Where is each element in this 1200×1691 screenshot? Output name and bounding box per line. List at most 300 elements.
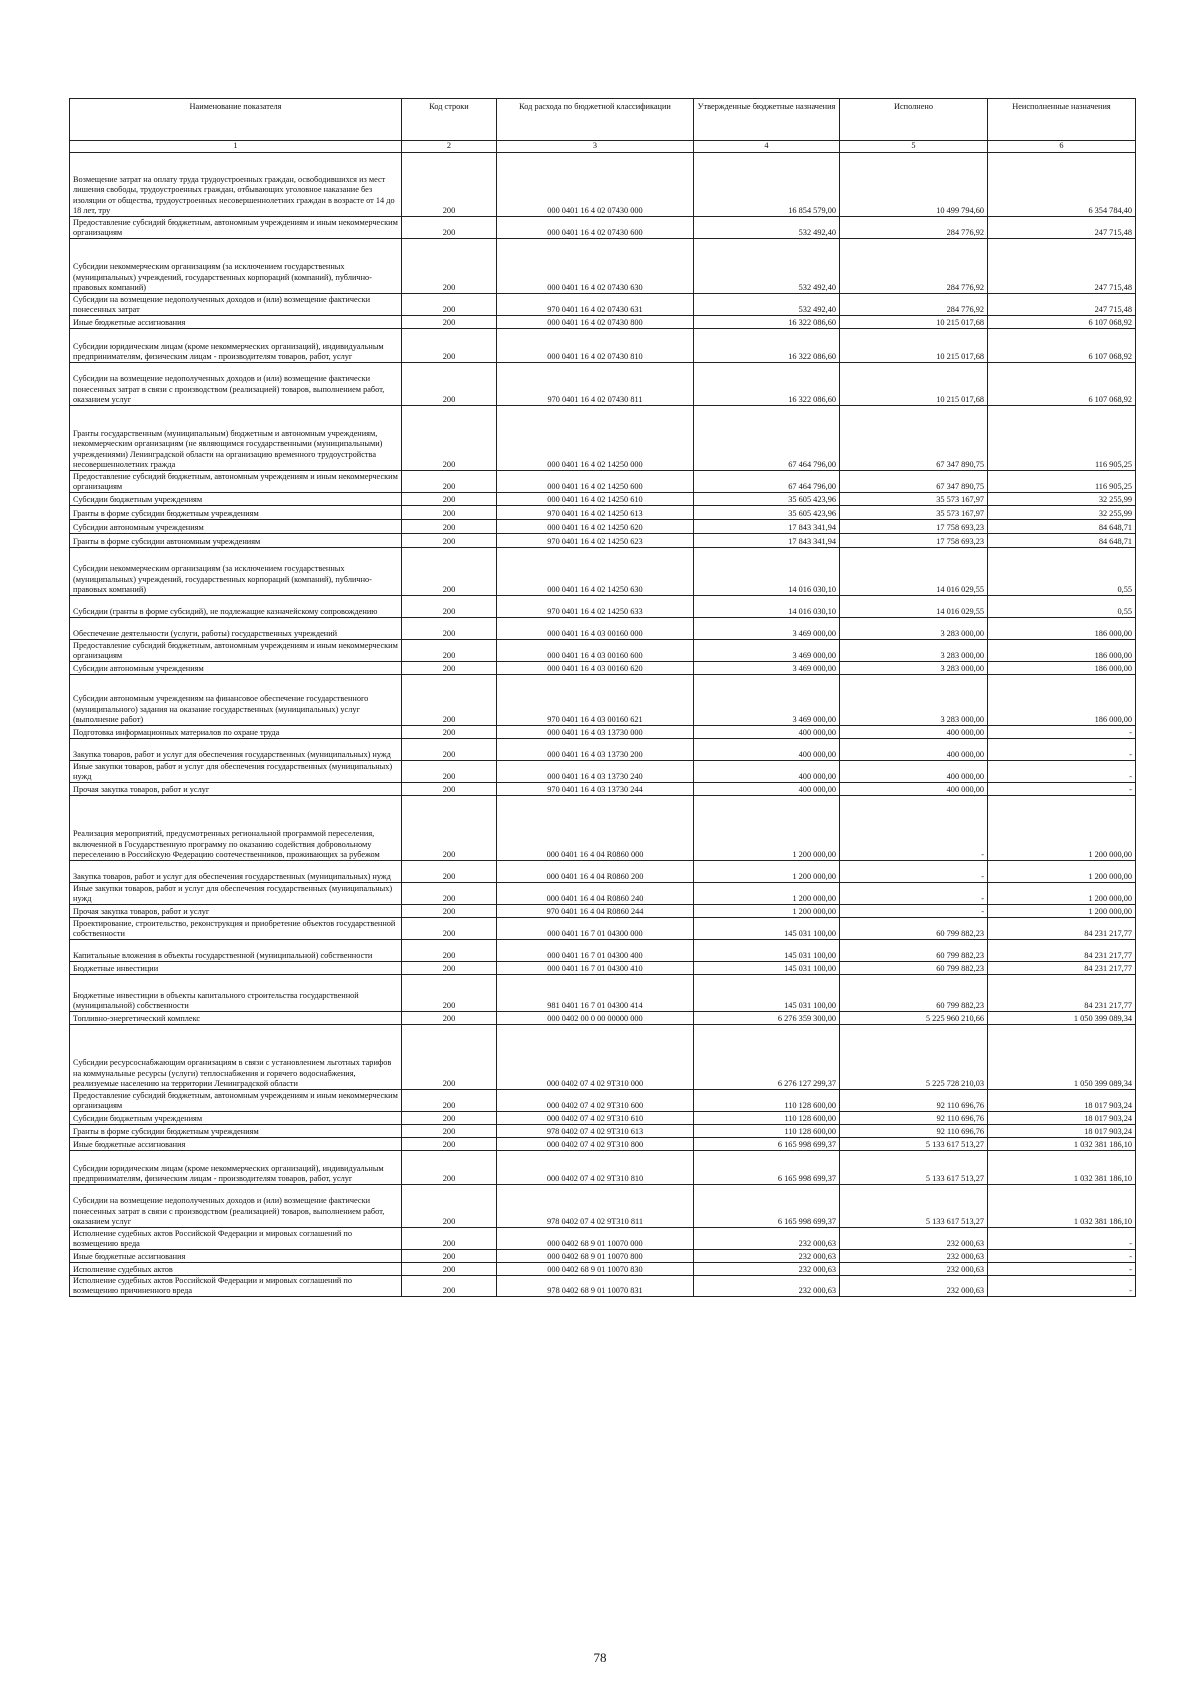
row-executed: 17 758 693,23	[840, 520, 988, 534]
row-unexecuted: 1 200 000,00	[988, 883, 1136, 905]
column-number: 5	[840, 141, 988, 153]
row-line-code: 200	[402, 1012, 497, 1025]
row-approved: 400 000,00	[694, 783, 840, 796]
row-approved: 6 276 359 300,00	[694, 1012, 840, 1025]
table-row	[70, 534, 1136, 548]
row-approved: 3 469 000,00	[694, 675, 840, 726]
row-name: Субсидии бюджетным учреждениям	[70, 493, 402, 506]
row-approved: 3 469 000,00	[694, 662, 840, 675]
row-line-code: 200	[402, 548, 497, 596]
table-row	[70, 294, 1136, 316]
row-unexecuted: 6 107 068,92	[988, 316, 1136, 329]
row-classification-code: 970 0401 16 4 02 14250 613	[497, 506, 694, 520]
page-number: 78	[593, 1650, 607, 1665]
row-executed: 10 499 794,60	[840, 153, 988, 217]
row-executed: 284 776,92	[840, 239, 988, 294]
row-approved: 145 031 100,00	[694, 975, 840, 1012]
row-name: Предоставление субсидий бюджетным, автономным учреждениям и иным некоммерческим организациям	[70, 217, 402, 239]
row-name: Субсидии ресурсоснабжающим организациям в связи с установлением льготных тарифов на коммунальные ресурсы (услуги) теплоснабжения и горячего водоснабжения, реализуемые населению на территории Ленинградской области	[70, 1025, 402, 1090]
row-unexecuted: 116 905,25	[988, 471, 1136, 493]
row-line-code: 200	[402, 940, 497, 962]
row-approved: 110 128 600,00	[694, 1125, 840, 1138]
row-approved: 232 000,63	[694, 1228, 840, 1250]
row-unexecuted: 186 000,00	[988, 640, 1136, 662]
row-line-code: 200	[402, 596, 497, 618]
row-executed: 5 225 728 210,03	[840, 1025, 988, 1090]
row-unexecuted: -	[988, 1250, 1136, 1263]
row-classification-code: 000 0401 16 4 02 14250 620	[497, 520, 694, 534]
row-name: Иные бюджетные ассигнования	[70, 1138, 402, 1151]
row-classification-code: 000 0402 07 4 02 9Т310 800	[497, 1138, 694, 1151]
row-executed: 92 110 696,76	[840, 1090, 988, 1112]
row-unexecuted: -	[988, 726, 1136, 739]
row-line-code: 200	[402, 1276, 497, 1297]
row-approved: 17 843 341,94	[694, 534, 840, 548]
row-name: Субсидии бюджетным учреждениям	[70, 1112, 402, 1125]
row-name: Предоставление субсидий бюджетным, автономным учреждениям и иным некоммерческим организациям	[70, 1090, 402, 1112]
row-unexecuted: 84 648,71	[988, 534, 1136, 548]
row-unexecuted: 247 715,48	[988, 217, 1136, 239]
row-line-code: 200	[402, 534, 497, 548]
row-approved: 16 854 579,00	[694, 153, 840, 217]
row-classification-code: 000 0401 16 4 02 07430 600	[497, 217, 694, 239]
row-unexecuted: 6 354 784,40	[988, 153, 1136, 217]
table-row	[70, 905, 1136, 918]
row-unexecuted: 6 107 068,92	[988, 329, 1136, 363]
row-classification-code: 000 0401 16 4 03 00160 000	[497, 618, 694, 640]
table-row	[70, 761, 1136, 783]
row-classification-code: 000 0402 68 9 01 10070 800	[497, 1250, 694, 1263]
row-classification-code: 000 0402 07 4 02 9Т310 600	[497, 1090, 694, 1112]
row-executed: 10 215 017,68	[840, 363, 988, 406]
table-row	[70, 675, 1136, 726]
row-line-code: 200	[402, 761, 497, 783]
row-name: Исполнение судебных актов	[70, 1263, 402, 1276]
header-executed: Исполнено	[840, 99, 988, 141]
row-executed: 3 283 000,00	[840, 618, 988, 640]
row-executed: 35 573 167,97	[840, 506, 988, 520]
table-row	[70, 1250, 1136, 1263]
row-line-code: 200	[402, 861, 497, 883]
row-executed: 92 110 696,76	[840, 1125, 988, 1138]
row-executed: 5 133 617 513,27	[840, 1138, 988, 1151]
row-name: Субсидии автономным учреждениям на финансовое обеспечение государственного (муниципального) задания на оказание государственных (муниципальных) услуг (выполнение работ)	[70, 675, 402, 726]
column-number: 4	[694, 141, 840, 153]
row-unexecuted: 0,55	[988, 596, 1136, 618]
budget-execution-table	[69, 98, 1136, 1297]
table-row	[70, 316, 1136, 329]
row-unexecuted: 1 200 000,00	[988, 905, 1136, 918]
table-row	[70, 1263, 1136, 1276]
row-executed: 60 799 882,23	[840, 975, 988, 1012]
row-approved: 16 322 086,60	[694, 329, 840, 363]
row-unexecuted: 1 200 000,00	[988, 796, 1136, 861]
table-row	[70, 962, 1136, 975]
row-line-code: 200	[402, 1263, 497, 1276]
row-name: Предоставление субсидий бюджетным, автономным учреждениям и иным некоммерческим организациям	[70, 640, 402, 662]
row-classification-code: 000 0402 68 9 01 10070 000	[497, 1228, 694, 1250]
row-approved: 3 469 000,00	[694, 618, 840, 640]
row-approved: 1 200 000,00	[694, 883, 840, 905]
row-classification-code: 000 0401 16 4 02 14250 000	[497, 406, 694, 471]
row-approved: 232 000,63	[694, 1263, 840, 1276]
row-line-code: 200	[402, 918, 497, 940]
row-approved: 35 605 423,96	[694, 506, 840, 520]
row-executed: 5 133 617 513,27	[840, 1151, 988, 1185]
row-name: Реализация мероприятий, предусмотренных региональной программой переселения, включенной в Государственную программу по оказанию содействия добровольному переселению в Российскую Федерацию соотечественников, проживающих за рубежом	[70, 796, 402, 861]
row-classification-code: 978 0402 07 4 02 9Т310 811	[497, 1185, 694, 1228]
table-row	[70, 153, 1136, 217]
table-row	[70, 217, 1136, 239]
table-row	[70, 1228, 1136, 1250]
row-line-code: 200	[402, 975, 497, 1012]
row-line-code: 200	[402, 1228, 497, 1250]
row-classification-code: 000 0401 16 7 01 04300 000	[497, 918, 694, 940]
row-approved: 532 492,40	[694, 239, 840, 294]
row-approved: 6 276 127 299,37	[694, 1025, 840, 1090]
row-approved: 400 000,00	[694, 739, 840, 761]
row-executed: -	[840, 905, 988, 918]
table-row	[70, 406, 1136, 471]
row-executed: 5 225 960 210,66	[840, 1012, 988, 1025]
header-classification-code: Код расхода по бюджетной классификации	[497, 99, 694, 141]
row-name: Закупка товаров, работ и услуг для обеспечения государственных (муниципальных) нужд	[70, 739, 402, 761]
row-classification-code: 000 0402 00 0 00 00000 000	[497, 1012, 694, 1025]
row-name: Топливно-энергетический комплекс	[70, 1012, 402, 1025]
table-row	[70, 1012, 1136, 1025]
table-row	[70, 239, 1136, 294]
table-row	[70, 726, 1136, 739]
row-classification-code: 000 0402 68 9 01 10070 830	[497, 1263, 694, 1276]
row-name: Субсидии на возмещение недополученных доходов и (или) возмещение фактически понесенных затрат в связи с производством (реализацией) товаров, выполнением работ, оказанием услуг	[70, 1185, 402, 1228]
row-executed: 10 215 017,68	[840, 329, 988, 363]
row-classification-code: 970 0401 16 4 02 14250 623	[497, 534, 694, 548]
table-row	[70, 1125, 1136, 1138]
row-name: Исполнение судебных актов Российской Федерации и мировых соглашений по возмещению причиненного вреда	[70, 1276, 402, 1297]
row-approved: 35 605 423,96	[694, 493, 840, 506]
row-line-code: 200	[402, 406, 497, 471]
row-executed: 35 573 167,97	[840, 493, 988, 506]
row-approved: 1 200 000,00	[694, 905, 840, 918]
table-row	[70, 1025, 1136, 1090]
row-executed: 17 758 693,23	[840, 534, 988, 548]
row-name: Проектирование, строительство, реконструкция и приобретение объектов государственной собственности	[70, 918, 402, 940]
row-unexecuted: 18 017 903,24	[988, 1112, 1136, 1125]
table-row	[70, 329, 1136, 363]
row-line-code: 200	[402, 618, 497, 640]
row-unexecuted: 6 107 068,92	[988, 363, 1136, 406]
table-row	[70, 883, 1136, 905]
table-row	[70, 662, 1136, 675]
table-row	[70, 493, 1136, 506]
row-line-code: 200	[402, 1250, 497, 1263]
row-approved: 1 200 000,00	[694, 861, 840, 883]
table-row	[70, 796, 1136, 861]
row-classification-code: 000 0401 16 4 02 07430 800	[497, 316, 694, 329]
row-unexecuted: -	[988, 783, 1136, 796]
row-line-code: 200	[402, 471, 497, 493]
row-approved: 14 016 030,10	[694, 548, 840, 596]
row-approved: 400 000,00	[694, 761, 840, 783]
header-unexecuted: Неисполненные назначения	[988, 99, 1136, 141]
row-unexecuted: -	[988, 739, 1136, 761]
row-line-code: 200	[402, 662, 497, 675]
row-unexecuted: 186 000,00	[988, 662, 1136, 675]
row-line-code: 200	[402, 640, 497, 662]
row-line-code: 200	[402, 1112, 497, 1125]
row-approved: 110 128 600,00	[694, 1090, 840, 1112]
row-executed: 3 283 000,00	[840, 675, 988, 726]
row-line-code: 200	[402, 905, 497, 918]
row-line-code: 200	[402, 329, 497, 363]
row-unexecuted: 186 000,00	[988, 675, 1136, 726]
row-name: Субсидии на возмещение недополученных доходов и (или) возмещение фактически понесенных затрат в связи с производством (реализацией) товаров, выполнением работ, оказанием услуг	[70, 363, 402, 406]
row-executed: -	[840, 883, 988, 905]
row-executed: 400 000,00	[840, 761, 988, 783]
row-executed: 400 000,00	[840, 726, 988, 739]
row-unexecuted: 1 032 381 186,10	[988, 1138, 1136, 1151]
row-approved: 67 464 796,00	[694, 406, 840, 471]
row-classification-code: 000 0402 07 4 02 9Т310 810	[497, 1151, 694, 1185]
row-line-code: 200	[402, 1090, 497, 1112]
row-executed: 232 000,63	[840, 1250, 988, 1263]
table-row	[70, 1185, 1136, 1228]
row-executed: 5 133 617 513,27	[840, 1185, 988, 1228]
row-classification-code: 000 0401 16 4 02 14250 630	[497, 548, 694, 596]
table-header-row	[70, 99, 1136, 141]
row-name: Иные закупки товаров, работ и услуг для обеспечения государственных (муниципальных) нужд	[70, 761, 402, 783]
table-row	[70, 548, 1136, 596]
row-executed: 60 799 882,23	[840, 962, 988, 975]
row-approved: 67 464 796,00	[694, 471, 840, 493]
row-classification-code: 970 0401 16 4 02 07430 811	[497, 363, 694, 406]
row-classification-code: 000 0402 07 4 02 9Т310 000	[497, 1025, 694, 1090]
row-classification-code: 000 0401 16 4 03 00160 600	[497, 640, 694, 662]
row-executed: 400 000,00	[840, 783, 988, 796]
row-name: Иные бюджетные ассигнования	[70, 316, 402, 329]
row-unexecuted: 32 255,99	[988, 506, 1136, 520]
row-line-code: 200	[402, 1185, 497, 1228]
table-row	[70, 596, 1136, 618]
row-classification-code: 000 0401 16 4 02 14250 610	[497, 493, 694, 506]
row-approved: 16 322 086,60	[694, 363, 840, 406]
row-approved: 232 000,63	[694, 1276, 840, 1297]
row-classification-code: 970 0401 16 4 03 00160 621	[497, 675, 694, 726]
row-classification-code: 000 0401 16 4 02 14250 600	[497, 471, 694, 493]
row-name: Гранты в форме субсидии бюджетным учреждениям	[70, 1125, 402, 1138]
row-classification-code: 000 0402 07 4 02 9Т310 610	[497, 1112, 694, 1125]
row-classification-code: 000 0401 16 4 02 07430 810	[497, 329, 694, 363]
table-row	[70, 520, 1136, 534]
row-unexecuted: -	[988, 1263, 1136, 1276]
row-line-code: 200	[402, 294, 497, 316]
row-line-code: 200	[402, 506, 497, 520]
row-approved: 3 469 000,00	[694, 640, 840, 662]
row-line-code: 200	[402, 739, 497, 761]
row-unexecuted: 247 715,48	[988, 294, 1136, 316]
row-unexecuted: -	[988, 761, 1136, 783]
row-executed: 232 000,63	[840, 1228, 988, 1250]
row-line-code: 200	[402, 153, 497, 217]
row-line-code: 200	[402, 1125, 497, 1138]
header-line-code: Код строки	[402, 99, 497, 141]
row-approved: 14 016 030,10	[694, 596, 840, 618]
row-unexecuted: 186 000,00	[988, 618, 1136, 640]
row-line-code: 200	[402, 520, 497, 534]
row-unexecuted: 84 648,71	[988, 520, 1136, 534]
column-number: 3	[497, 141, 694, 153]
table-row	[70, 783, 1136, 796]
row-name: Субсидии некоммерческим организациям (за исключением государственных (муниципальных) учреждений, государственных корпораций (компаний), публично-правовых компаний)	[70, 239, 402, 294]
row-classification-code: 000 0401 16 4 03 13730 000	[497, 726, 694, 739]
row-executed: 67 347 890,75	[840, 406, 988, 471]
row-classification-code: 000 0401 16 4 02 07430 000	[497, 153, 694, 217]
table-row	[70, 471, 1136, 493]
row-name: Прочая закупка товаров, работ и услуг	[70, 905, 402, 918]
row-executed: 60 799 882,23	[840, 940, 988, 962]
row-approved: 145 031 100,00	[694, 918, 840, 940]
row-unexecuted: 18 017 903,24	[988, 1125, 1136, 1138]
row-name: Бюджетные инвестиции	[70, 962, 402, 975]
row-line-code: 200	[402, 675, 497, 726]
row-approved: 6 165 998 699,37	[694, 1151, 840, 1185]
row-classification-code: 000 0401 16 4 04 R0860 000	[497, 796, 694, 861]
row-name: Капитальные вложения в объекты государственной (муниципальной) собственности	[70, 940, 402, 962]
row-classification-code: 970 0401 16 4 02 14250 633	[497, 596, 694, 618]
row-classification-code: 000 0401 16 4 03 13730 240	[497, 761, 694, 783]
row-name: Субсидии некоммерческим организациям (за исключением государственных (муниципальных) учреждений, государственных корпораций (компаний), публично-правовых компаний)	[70, 548, 402, 596]
row-approved: 532 492,40	[694, 217, 840, 239]
row-unexecuted: 84 231 217,77	[988, 918, 1136, 940]
row-unexecuted: 84 231 217,77	[988, 962, 1136, 975]
table-row	[70, 506, 1136, 520]
row-executed: 14 016 029,55	[840, 548, 988, 596]
row-unexecuted: 1 050 399 089,34	[988, 1012, 1136, 1025]
row-name: Субсидии юридическим лицам (кроме некоммерческих организаций), индивидуальным предпринимателям, физическим лицам - производителям товаров, работ, услуг	[70, 1151, 402, 1185]
row-approved: 1 200 000,00	[694, 796, 840, 861]
header-approved: Утвержденные бюджетные назначения	[694, 99, 840, 141]
table-row	[70, 1112, 1136, 1125]
row-approved: 110 128 600,00	[694, 1112, 840, 1125]
row-executed: -	[840, 796, 988, 861]
row-unexecuted: -	[988, 1228, 1136, 1250]
column-number: 2	[402, 141, 497, 153]
row-line-code: 200	[402, 726, 497, 739]
row-classification-code: 970 0401 16 4 03 13730 244	[497, 783, 694, 796]
row-unexecuted: 0,55	[988, 548, 1136, 596]
report-sheet	[69, 98, 1136, 1297]
row-name: Исполнение судебных актов Российской Федерации и мировых соглашений по возмещению вреда	[70, 1228, 402, 1250]
row-line-code: 200	[402, 1138, 497, 1151]
row-line-code: 200	[402, 363, 497, 406]
column-number: 1	[70, 141, 402, 153]
table-row	[70, 1090, 1136, 1112]
row-name: Обеспечение деятельности (услуги, работы) государственных учреждений	[70, 618, 402, 640]
row-approved: 6 165 998 699,37	[694, 1185, 840, 1228]
table-row	[70, 363, 1136, 406]
row-executed: 3 283 000,00	[840, 640, 988, 662]
row-name: Иные закупки товаров, работ и услуг для обеспечения государственных (муниципальных) нужд	[70, 883, 402, 905]
row-approved: 145 031 100,00	[694, 940, 840, 962]
row-approved: 145 031 100,00	[694, 962, 840, 975]
row-classification-code: 981 0401 16 7 01 04300 414	[497, 975, 694, 1012]
row-executed: 284 776,92	[840, 294, 988, 316]
row-line-code: 200	[402, 239, 497, 294]
table-body	[70, 153, 1136, 1297]
row-approved: 6 165 998 699,37	[694, 1138, 840, 1151]
table-row	[70, 918, 1136, 940]
row-executed: 67 347 890,75	[840, 471, 988, 493]
column-number-row	[70, 141, 1136, 153]
row-name: Субсидии юридическим лицам (кроме некоммерческих организаций), индивидуальным предпринимателям, физическим лицам - производителям товаров, работ, услуг	[70, 329, 402, 363]
row-executed: 232 000,63	[840, 1263, 988, 1276]
row-classification-code: 000 0401 16 4 03 13730 200	[497, 739, 694, 761]
row-classification-code: 978 0402 68 9 01 10070 831	[497, 1276, 694, 1297]
row-classification-code: 000 0401 16 4 04 R0860 200	[497, 861, 694, 883]
row-unexecuted: 18 017 903,24	[988, 1090, 1136, 1112]
row-name: Бюджетные инвестиции в объекты капитального строительства государственной (муниципальной) собственности	[70, 975, 402, 1012]
table-row	[70, 1138, 1136, 1151]
table-row	[70, 1151, 1136, 1185]
row-approved: 16 322 086,60	[694, 316, 840, 329]
row-name: Закупка товаров, работ и услуг для обеспечения государственных (муниципальных) нужд	[70, 861, 402, 883]
row-name: Гранты в форме субсидии бюджетным учреждениям	[70, 506, 402, 520]
column-number: 6	[988, 141, 1136, 153]
header-name: Наименование показателя	[70, 99, 402, 141]
row-unexecuted: 84 231 217,77	[988, 940, 1136, 962]
row-classification-code: 978 0402 07 4 02 9Т310 613	[497, 1125, 694, 1138]
row-approved: 532 492,40	[694, 294, 840, 316]
row-executed: 232 000,63	[840, 1276, 988, 1297]
row-executed: 14 016 029,55	[840, 596, 988, 618]
row-executed: 284 776,92	[840, 217, 988, 239]
row-classification-code: 000 0401 16 4 04 R0860 240	[497, 883, 694, 905]
row-executed: 92 110 696,76	[840, 1112, 988, 1125]
row-name: Субсидии на возмещение недополученных доходов и (или) возмещение фактически понесенных затрат	[70, 294, 402, 316]
row-name: Гранты государственным (муниципальным) бюджетным и автономным учреждениям, некоммерческим организациям (не являющимся государственными (муниципальными) учреждениями) Ленинградской области на организацию временного трудоустройства несовершеннолетних гражда	[70, 406, 402, 471]
row-line-code: 200	[402, 1151, 497, 1185]
row-line-code: 200	[402, 962, 497, 975]
row-executed: 3 283 000,00	[840, 662, 988, 675]
row-line-code: 200	[402, 316, 497, 329]
row-classification-code: 000 0401 16 7 01 04300 400	[497, 940, 694, 962]
row-name: Иные бюджетные ассигнования	[70, 1250, 402, 1263]
row-approved: 17 843 341,94	[694, 520, 840, 534]
row-name: Субсидии автономным учреждениям	[70, 520, 402, 534]
row-classification-code: 000 0401 16 4 03 00160 620	[497, 662, 694, 675]
row-unexecuted: -	[988, 1276, 1136, 1297]
row-name: Гранты в форме субсидии автономным учреждениям	[70, 534, 402, 548]
row-classification-code: 000 0401 16 7 01 04300 410	[497, 962, 694, 975]
row-unexecuted: 1 032 381 186,10	[988, 1185, 1136, 1228]
table-row	[70, 975, 1136, 1012]
table-row	[70, 739, 1136, 761]
table-row	[70, 618, 1136, 640]
row-name: Возмещение затрат на оплату труда трудоустроенных граждан, освободившихся из мест лишения свободы, трудоустроенных граждан, отбывающих уголовное наказание без изоляции от общества, трудоустроенных несовершеннолетних граждан в возрасте от 14 до 18 лет, тру	[70, 153, 402, 217]
row-classification-code: 000 0401 16 4 02 07430 630	[497, 239, 694, 294]
row-name: Подготовка информационных материалов по охране труда	[70, 726, 402, 739]
row-executed: -	[840, 861, 988, 883]
row-unexecuted: 116 905,25	[988, 406, 1136, 471]
row-unexecuted: 1 032 381 186,10	[988, 1151, 1136, 1185]
table-row	[70, 861, 1136, 883]
row-executed: 10 215 017,68	[840, 316, 988, 329]
table-row	[70, 940, 1136, 962]
row-line-code: 200	[402, 796, 497, 861]
row-unexecuted: 1 050 399 089,34	[988, 1025, 1136, 1090]
row-unexecuted: 32 255,99	[988, 493, 1136, 506]
row-classification-code: 970 0401 16 4 04 R0860 244	[497, 905, 694, 918]
